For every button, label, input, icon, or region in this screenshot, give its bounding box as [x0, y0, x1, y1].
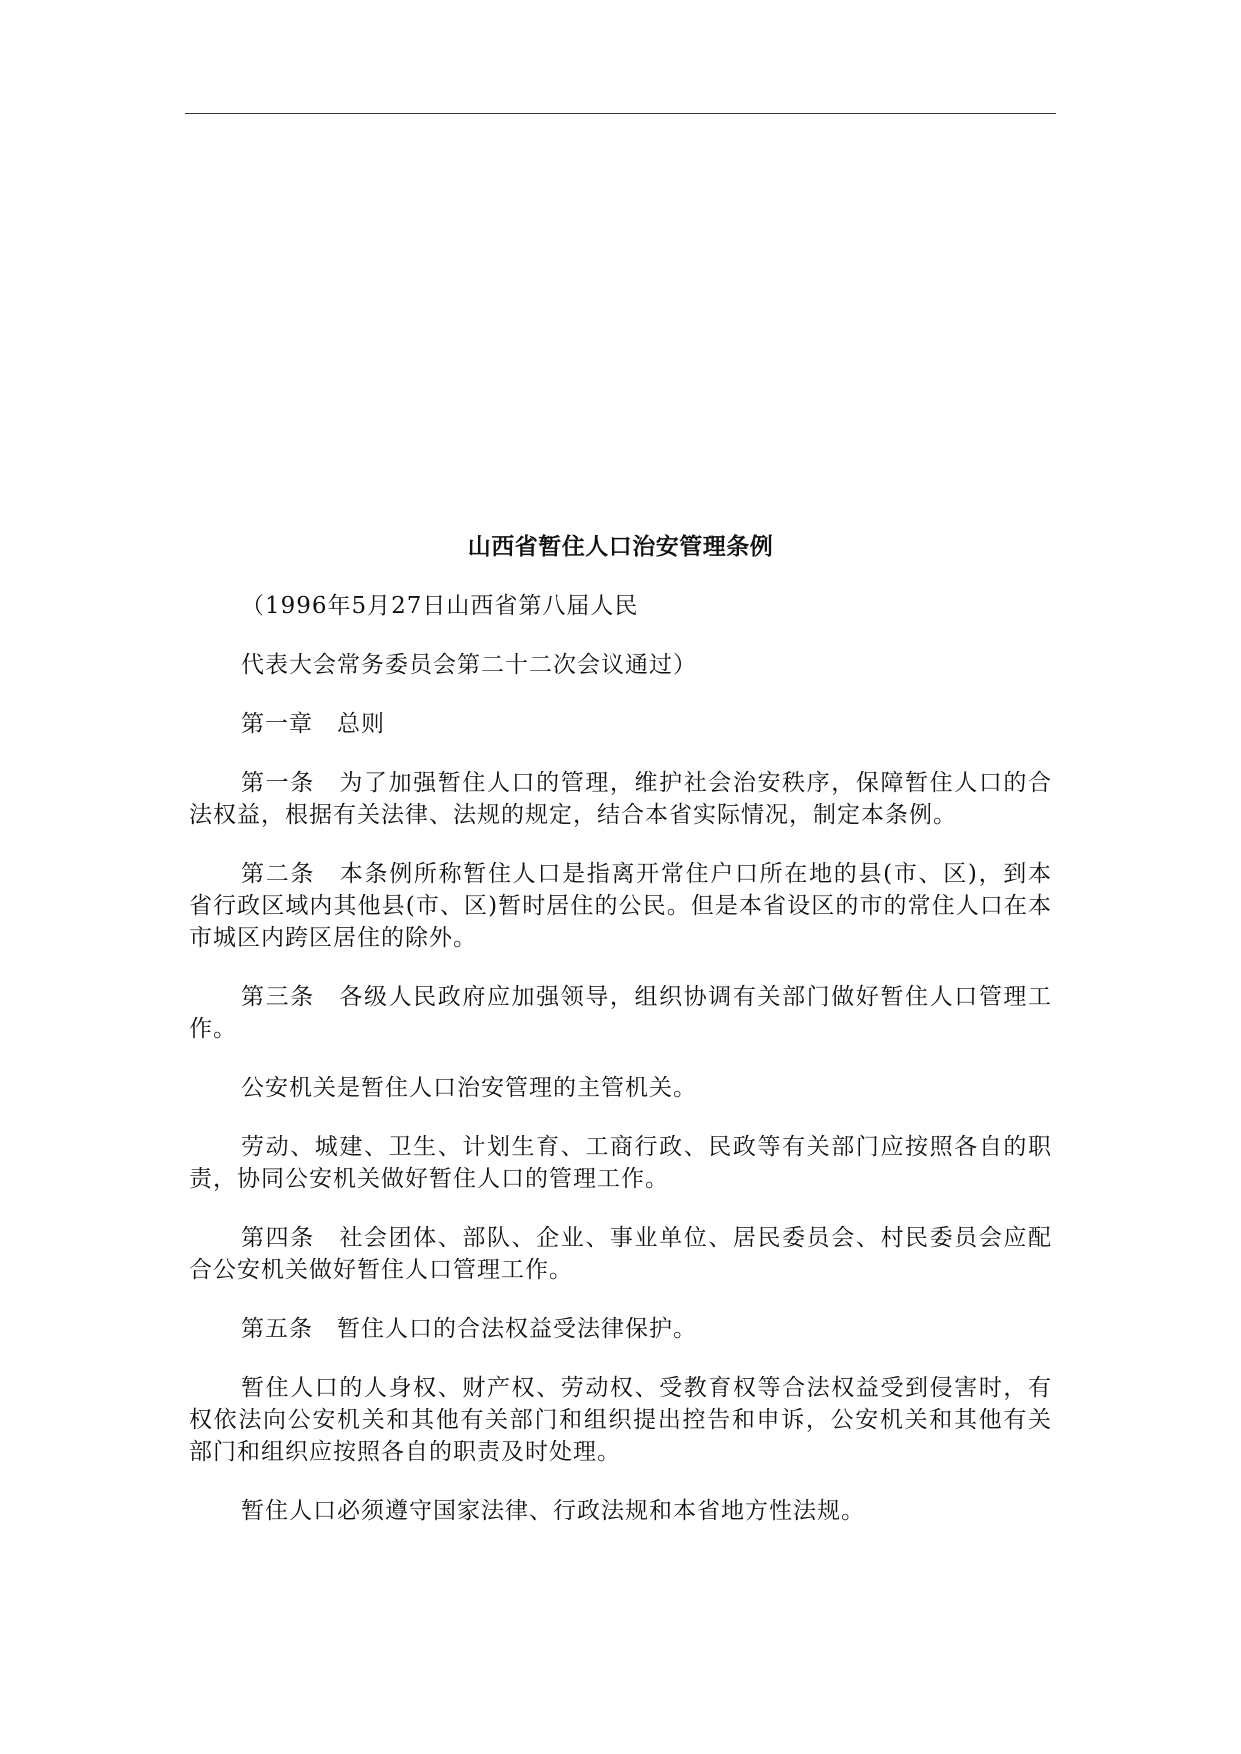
article-1: 第一条 为了加强暂住人口的管理，维护社会治安秩序，保障暂住人口的合法权益，根据有关法律、法规的规定，结合本省实际情况，制定本条例。 — [189, 770, 1052, 828]
article-2: 第二条 本条例所称暂住人口是指离开常住户口所在地的县(市、区)，到本省行政区域内其他县(市、区)暂时居住的公民。但是本省设区的市的常住人口在本市城区内跨区居住的除外。 — [189, 861, 1052, 951]
article-5-paragraph-3: 暂住人口必须遵守国家法律、行政法规和本省地方性法规。 — [241, 1498, 865, 1524]
chapter-heading: 第一章 总则 — [241, 711, 385, 737]
enactment-note-line-1: （1996年5月27日山西省第八届人民 — [241, 593, 639, 619]
article-3: 第三条 各级人民政府应加强领导，组织协调有关部门做好暂住人口管理工作。 — [189, 984, 1052, 1042]
article-3-paragraph-3: 劳动、城建、卫生、计划生育、工商行政、民政等有关部门应按照各自的职责，协同公安机关做好暂住人口的管理工作。 — [189, 1134, 1052, 1192]
article-3-paragraph-2: 公安机关是暂住人口治安管理的主管机关。 — [241, 1075, 697, 1101]
document-title: 山西省暂住人口治安管理条例 — [467, 533, 774, 560]
document-body — [189, 530, 1052, 1554]
article-5: 第五条 暂住人口的合法权益受法律保护。 — [241, 1316, 697, 1342]
enactment-note-line-2: 代表大会常务委员会第二十二次会议通过） — [241, 652, 697, 678]
article-4: 第四条 社会团体、部队、企业、事业单位、居民委员会、村民委员会应配合公安机关做好暂住人口管理工作。 — [189, 1225, 1052, 1283]
article-5-paragraph-2: 暂住人口的人身权、财产权、劳动权、受教育权等合法权益受到侵害时，有权依法向公安机关和其他有关部门和组织提出控告和申诉，公安机关和其他有关部门和组织应按照各自的职责及时处理。 — [189, 1375, 1052, 1465]
header-rule — [185, 113, 1056, 114]
